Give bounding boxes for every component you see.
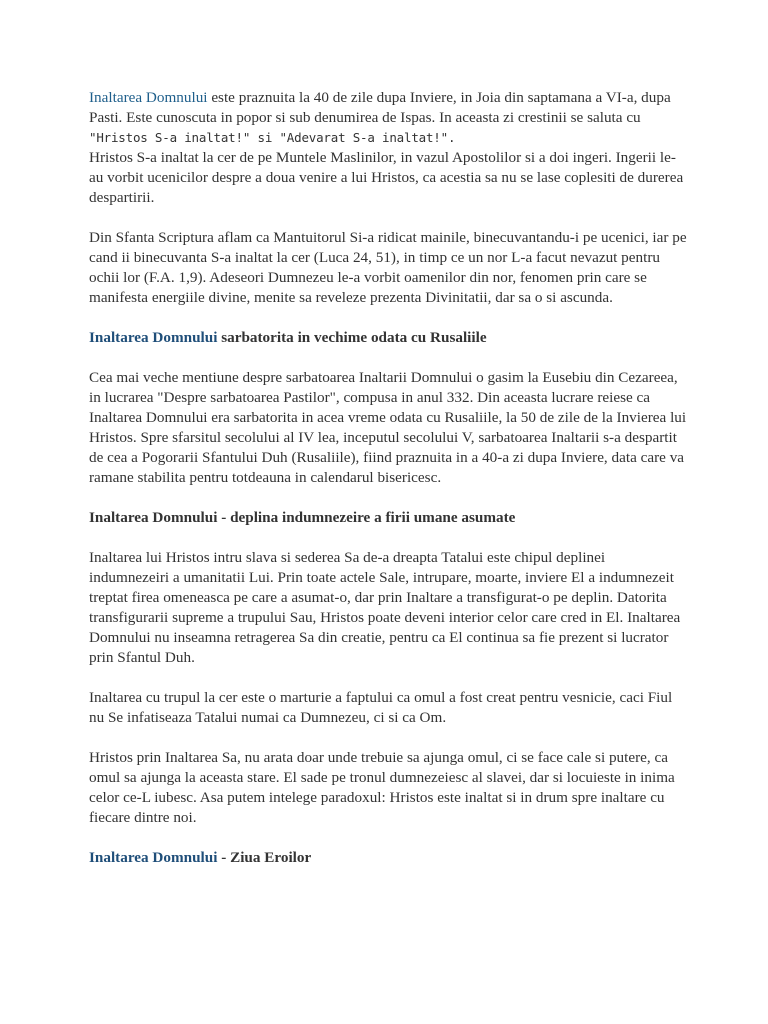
intro-paragraph <box>89 88 689 148</box>
intro-second-paragraph: Hristos S-a inaltat la cer de pe Muntele Maslinilor, in vazul Apostolilor si a doi ingeri. Ingerii le-au vorbit ucenicilor despre a doua venire a lui Hristos, ca acestia sa nu se lase coplesiti de durerea despartirii. <box>89 149 684 206</box>
section-1-heading <box>89 328 689 348</box>
section-2-paragraph-3: Hristos prin Inaltarea Sa, nu arata doar unde trebuie sa ajunga omul, ci se face cale si putere, ca omul sa ajunga la aceasta stare. El sade pe tronul dumnezeiesc al slavei, dar si locuieste in inima celor ce-L iubesc. Asa putem intelege paradoxul: Hristos este inaltat si in drum spre inaltare cu fiecare dintre noi. <box>89 749 675 826</box>
article-body <box>89 88 689 888</box>
section-3-heading-text: - Ziua Eroilor <box>217 849 312 866</box>
intro-greeting: "Hristos S-a inaltat!" si "Adevarat S-a inaltat!". <box>89 130 456 145</box>
section-1-heading-link[interactable]: Inaltarea Domnului <box>89 329 218 346</box>
section-2-paragraph-2: Inaltarea cu trupul la cer este o marturie a faptului ca omul a fost creat pentru vesnicie, caci Fiul nu Se infatiseaza Tatalui numai ca Dumnezeu, ci si ca Om. <box>89 689 673 726</box>
scripture-paragraph: Din Sfanta Scriptura aflam ca Mantuitorul Si-a ridicat mainile, binecuvantandu-i pe ucenici, iar pe cand ii binecuvanta S-a inaltat la cer (Luca 24, 51), in timp ce un nor L-a facut nevazut pentru ochii lor (F.A. 1,9). Adeseori Dumnezeu le-a vorbit oamenilor din nor, fenomen prin care se manifesta energiile divine, menite sa reveleze prezenta Divinitatii, dar sa o si ascunda. <box>89 229 687 306</box>
intro-text: este praznuita la 40 de zile dupa Inviere, in Joia din saptamana a VI-a, dupa Pasti. Este cunoscuta in popor si sub denumirea de Ispas. In aceasta zi crestinii se saluta cu <box>89 89 671 126</box>
section-3-heading <box>89 848 689 868</box>
section-3-heading-link[interactable]: Inaltarea Domnului <box>89 849 218 866</box>
section-2-heading: Inaltarea Domnului - deplina indumnezeire a firii umane asumate <box>89 509 516 526</box>
section-1-paragraph: Cea mai veche mentiune despre sarbatoarea Inaltarii Domnului o gasim la Eusebiu din Cezareea, in lucrarea "Despre sarbatoarea Pastilor", compusa in anul 332. Din aceasta lucrare reiese ca Inaltarea Domnului era sarbatorita in acea vreme odata cu Rusaliile, la 50 de zile de la Invierea lui Hristos. Spre sfarsitul secolului al IV lea, inceputul secolului V, sarbatoarea Inaltarii s-a despartit de cea a Pogorarii Sfantului Duh (Rusaliile), fiind praznuita in a 40-a zi dupa Inviere, data care va ramane stabilita pentru totdeauna in calendarul bisericesc. <box>89 369 687 486</box>
section-2-paragraph-1: Inaltarea lui Hristos intru slava si sederea Sa de-a dreapta Tatalui este chipul deplinei indumnezeiri a umanitatii Lui. Prin toate actele Sale, intrupare, moarte, inviere El a indumnezeit treptat firea omeneasca pe care a asumat-o, dar prin Inaltare a transfigurat-o pe deplin. Datorita transfigurarii supreme a trupului Sau, Hristos poate deveni interior celor care cred in El. Inaltarea Domnului nu inseamna retragerea Sa din creatie, pentru ca El continua sa fie prezent si lucrator prin Sfantul Duh. <box>89 549 681 666</box>
intro-link-inaltarea-domnului[interactable]: Inaltarea Domnului <box>89 89 208 106</box>
section-1-heading-text: sarbatorita in vechime odata cu Rusaliile <box>217 329 487 346</box>
